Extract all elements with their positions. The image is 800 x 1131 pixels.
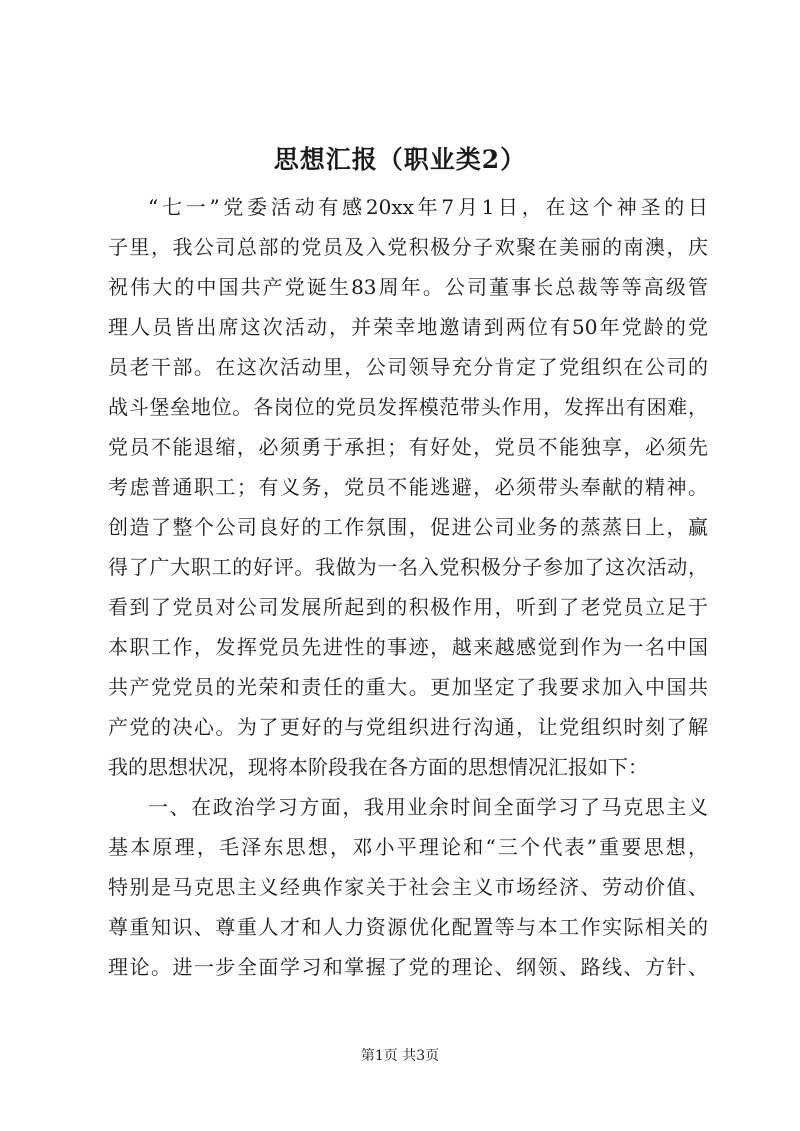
body-line: 尊重知识、尊重人才和人力资源优化配置等与本工作实际相关的 <box>108 915 708 939</box>
body-line: 员老干部。在这次活动里，公司领导充分肯定了党组织在公司的 <box>108 355 708 379</box>
body-line: 考虑普通职工；有义务，党员不能逃避，必须带头奉献的精神。 <box>108 475 708 499</box>
body-line: 看到了党员对公司发展所起到的积极作用，听到了老党员立足于 <box>108 595 708 619</box>
body-line: 党员不能退缩，必须勇于承担；有好处，党员不能独享，必须先 <box>108 435 708 459</box>
body-line: 子里，我公司总部的党员及入党积极分子欢聚在美丽的南澳，庆 <box>108 235 708 259</box>
page-number: 第1页 共3页 <box>360 1048 440 1064</box>
body-line: 理人员皆出席这次活动，并荣幸地邀请到两位有50年党龄的党 <box>108 315 708 339</box>
body-line: 基本原理，毛泽东思想，邓小平理论和“三个代表”重要思想， <box>108 835 708 859</box>
body-line: 特别是马克思主义经典作家关于社会主义市场经济、劳动价值、 <box>108 875 708 899</box>
body-line: 我的思想状况，现将本阶段我在各方面的思想情况汇报如下： <box>108 755 648 779</box>
body-line: 理论。进一步全面学习和掌握了党的理论、纲领、路线、方针、 <box>108 955 708 979</box>
document-title: 思想汇报（职业类2） <box>273 145 527 174</box>
body-line: 本职工作，发挥党员先进性的事迹，越来越感觉到作为一名中国 <box>108 635 708 659</box>
body-line: “七一”党委活动有感20xx年7月1日，在这个神圣的日 <box>148 195 708 219</box>
body-line: 创造了整个公司良好的工作氛围，促进公司业务的蒸蒸日上，赢 <box>108 515 708 539</box>
body-line: 得了广大职工的好评。我做为一名入党积极分子参加了这次活动， <box>108 555 708 579</box>
body-line: 一、在政治学习方面，我用业余时间全面学习了马克思主义 <box>148 795 708 819</box>
body-line: 祝伟大的中国共产党诞生83周年。公司董事长总裁等等高级管 <box>108 275 708 299</box>
body-line: 战斗堡垒地位。各岗位的党员发挥模范带头作用，发挥出有困难， <box>108 395 708 419</box>
body-line: 产党的决心。为了更好的与党组织进行沟通，让党组织时刻了解 <box>108 715 708 739</box>
body-line: 共产党党员的光荣和责任的重大。更加坚定了我要求加入中国共 <box>108 675 708 699</box>
